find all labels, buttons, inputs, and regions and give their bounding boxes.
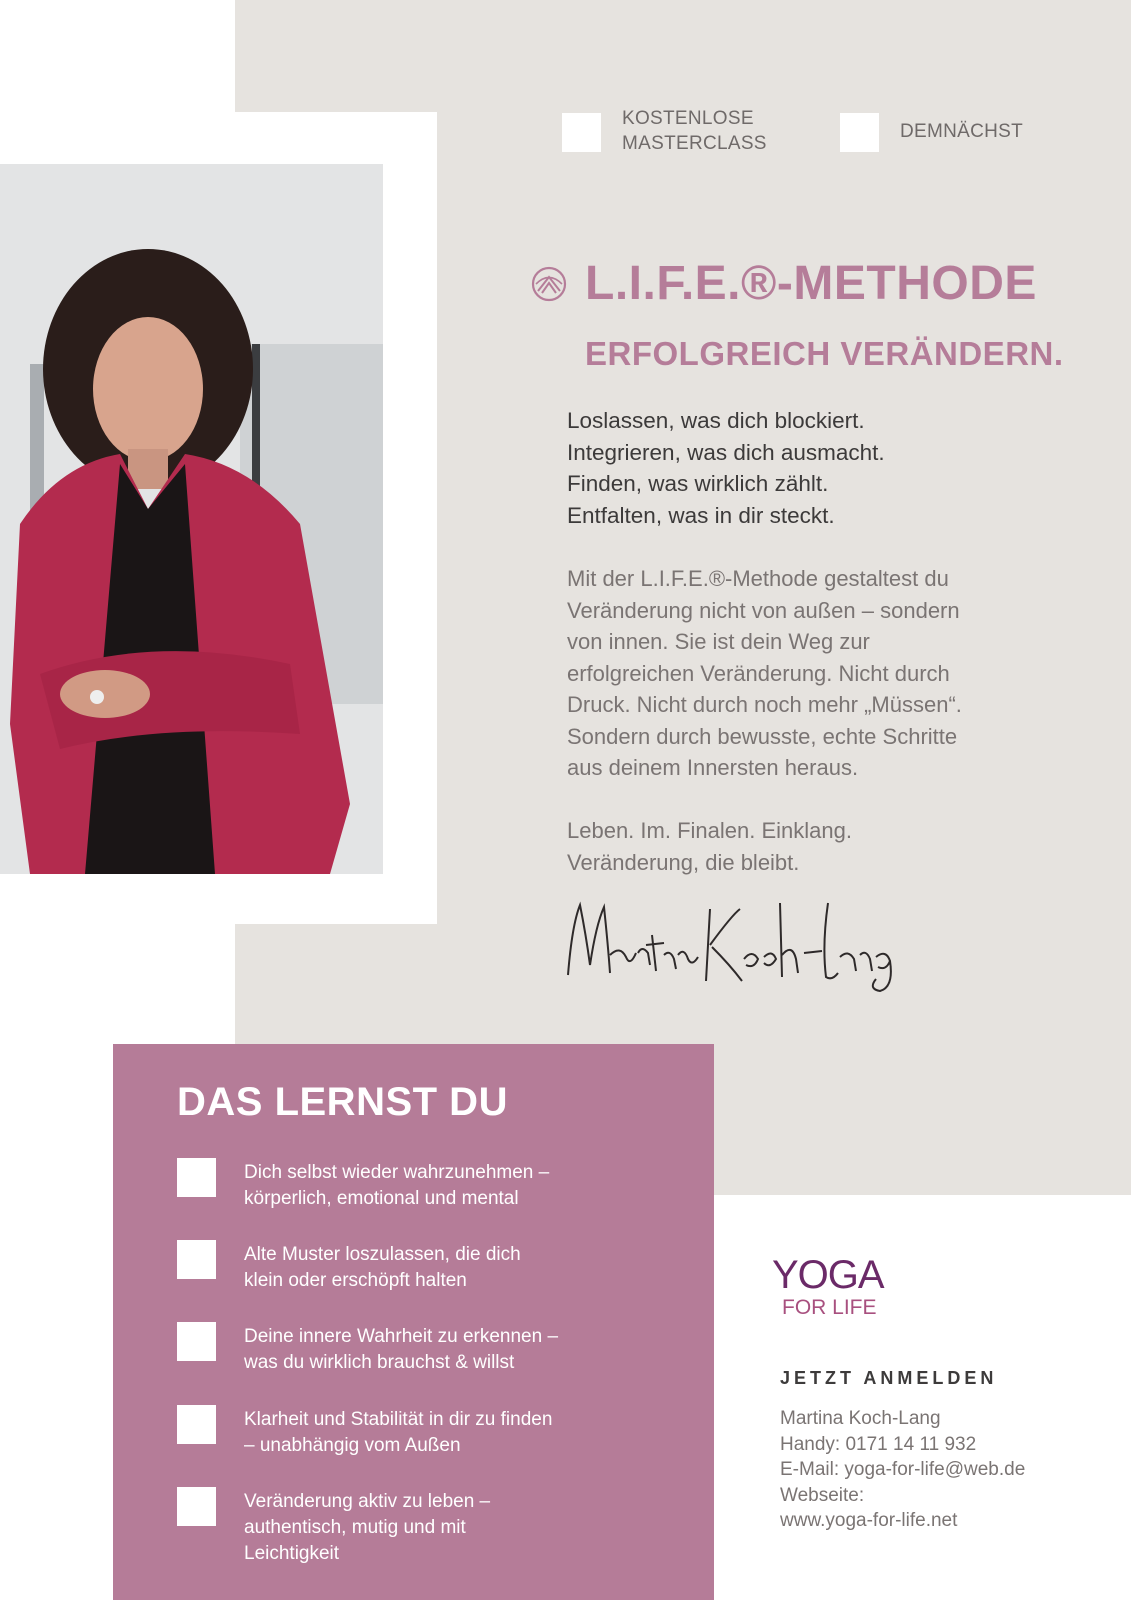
body-paragraph [567,563,1087,784]
learn-item-line: Leichtigkeit [244,1543,340,1564]
contact-phone: Handy: 0171 14 11 932 [780,1433,977,1455]
logo-text-bottom: FOR LIFE [782,1296,877,1319]
masterclass-label-line1: KOSTENLOSE [622,108,754,129]
learn-item-line: Klarheit und Stabilität in dir zu finden [244,1409,553,1430]
learn-item [244,1489,624,1567]
learn-item-line: Alte Muster loszulassen, die dich [244,1244,521,1265]
learn-item-line: Dich selbst wieder wahrzunehmen – [244,1162,550,1183]
masterclass-label [622,106,767,156]
learn-item-line: Veränderung aktiv zu leben – [244,1491,491,1512]
contact-email: E-Mail: yoga-for-life@web.de [780,1459,1026,1480]
body-line: von innen. Sie ist dein Weg zur [567,629,870,654]
signature [560,895,920,1000]
learn-checkbox [177,1405,216,1444]
life-method-icon [530,265,568,308]
tagline [567,405,885,531]
contact-details [780,1406,1025,1534]
learn-checkbox [177,1240,216,1279]
closing-line: Leben. Im. Finalen. Einklang. [567,818,852,843]
contact-website: www.yoga-for-life.net [780,1510,958,1531]
body-line: Mit der L.I.F.E.®-Methode gestaltest du [567,566,949,591]
headline-title: L.I.F.E.®-METHODE [585,257,1037,310]
learn-checkbox [177,1487,216,1526]
soon-checkbox [840,113,879,152]
learn-item [244,1160,624,1212]
body-line: erfolgreichen Veränderung. Nicht durch [567,660,950,686]
body-line: Druck. Nicht durch noch mehr „Müssen“. [567,692,962,717]
contact-name: Martina Koch-Lang [780,1408,941,1429]
learn-item [244,1324,624,1376]
learn-item-line: was du wirklich brauchst & willst [244,1352,515,1373]
learn-checkbox [177,1158,216,1197]
body-line: Sondern durch bewusste, echte Schritte [567,723,958,749]
learn-item-line: authentisch, mutig und mit [244,1517,466,1538]
learn-item-line: klein oder erschöpft halten [244,1270,467,1291]
yoga-for-life-logo [770,1250,890,1325]
learn-item-line: Deine innere Wahrheit zu erkennen – [244,1326,559,1347]
portrait-photo [0,164,383,874]
tagline-line: Integrieren, was dich ausmacht. [567,439,885,465]
tagline-line: Loslassen, was dich blockiert. [567,408,865,433]
masterclass-checkbox [562,113,601,152]
register-now-heading: JETZT ANMELDEN [780,1368,998,1388]
learn-checkbox [177,1322,216,1361]
closing-text [567,815,852,878]
headline-subtitle: ERFOLGREICH VERÄNDERN. [585,335,1064,372]
learn-item [244,1242,624,1294]
soon-label: DEMNÄCHST [900,121,1024,142]
contact-website-label: Webseite: [780,1484,865,1506]
tagline-line: Finden, was wirklich zählt. [567,471,829,496]
learn-item-line: körperlich, emotional und mental [244,1188,519,1209]
closing-line: Veränderung, die bleibt. [567,849,800,875]
learn-title: DAS LERNST DU [177,1080,508,1124]
tagline-line: Entfalten, was in dir steckt. [567,502,835,528]
body-line: aus deinem Innersten heraus. [567,755,859,780]
learn-item [244,1407,624,1459]
learn-item-line: – unabhängig vom Außen [244,1435,461,1456]
logo-text-top: YOGA [772,1253,884,1297]
body-line: Veränderung nicht von außen – sondern [567,597,960,623]
masterclass-label-line2: MASTERCLASS [622,133,767,154]
